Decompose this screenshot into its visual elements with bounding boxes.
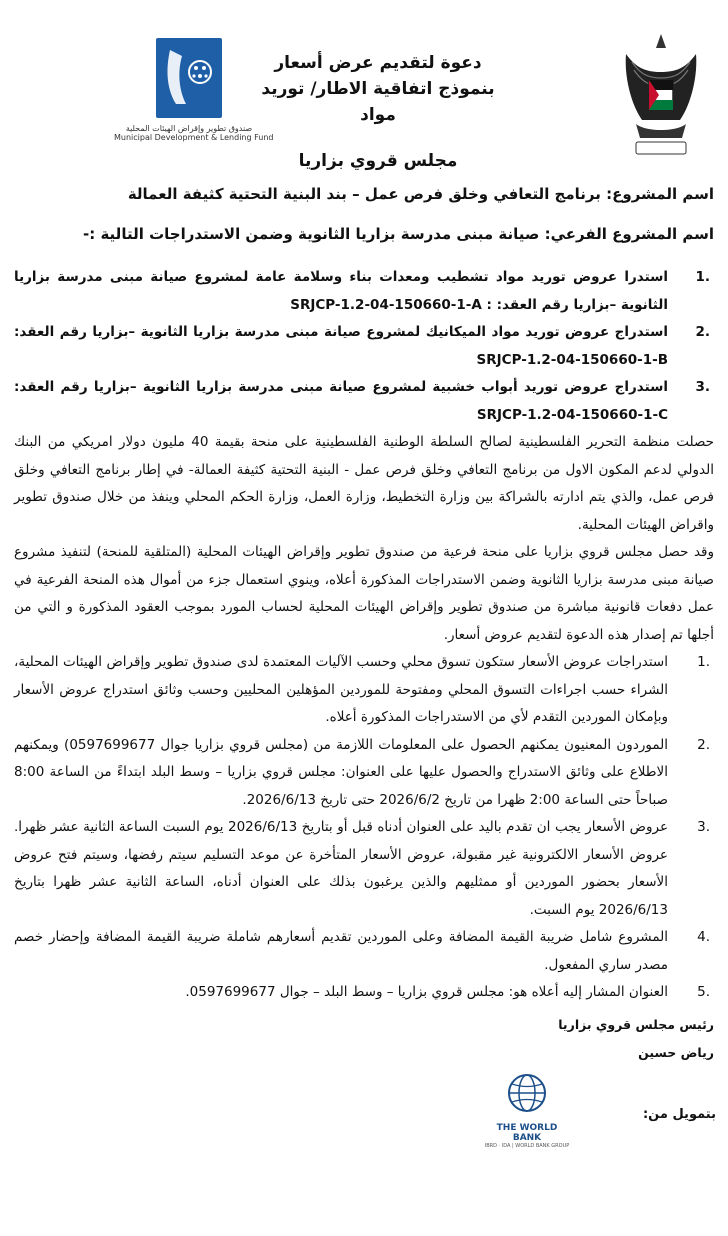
list-item <box>14 924 714 979</box>
list-number: .5 <box>697 984 710 1000</box>
rfq-text: استدرا عروض توريد مواد تشطيب ومعدات بناء وسلامة عامة لمشروع صيانة مبنى مدرسة بزاريا الثانوية –بزاريا رقم العقد: : <box>14 269 668 313</box>
condition-text: استدراجات عروض الأسعار ستكون تسوق محلي وحسب الآليات المعتمدة لدى صندوق تطوير وإقراض الهيئات المحلية، الشراء حسب اجراءات التسوق المحلي ومفتوحة للموردين المؤهلين المحليين وحسب وثائق استدراج عروض الأسعار وبإمكان الموردين التقدم لأي من الاستدراجات المذكورة أعلاه. <box>14 654 668 725</box>
list-number: .2 <box>697 736 710 753</box>
funding-section <box>8 1067 720 1177</box>
contract-number: SRJCP-1.2-04-150660-1-C <box>476 406 668 423</box>
subproject-value: صيانة مبنى مدرسة بزاريا الثانوية وضمن الاستدراجات التالية :- <box>83 225 540 243</box>
subproject-line <box>14 214 714 254</box>
palestine-emblem-icon <box>606 28 716 168</box>
contract-number: SRJCP-1.2-04-150660-1-A <box>290 296 482 313</box>
council-name: مجلس قروي بزاريا <box>298 151 458 171</box>
condition-text: عروض الأسعار يجب ان تقدم باليد على العنوان أدناه قبل أو بتاريخ 2026/6/13 يوم السبت الساعة الثانية عشر ظهرا. عروض الأسعار الالكترونية غير مقبولة، عروض الأسعار المتأخرة عن موعد التسليم سيتم رفضها، وسيتم فتح عروض الأسعار بحضور الموردين أو ممثليهم والذين يرغبون بذلك على العنوان أدناه، الساعة الثانية عشر ظهرا بتاريخ 2026/6/13 يوم السبت. <box>14 819 668 918</box>
list-item <box>14 732 714 815</box>
announcement-body <box>8 174 720 1067</box>
condition-text: العنوان المشار إليه أعلاه هو: مجلس قروي بزاريا – وسط البلد – جوال 0597699677. <box>185 984 668 1000</box>
list-item <box>14 264 714 319</box>
mdlf-logo-mark <box>156 38 222 118</box>
subgrant-paragraph: وقد حصل مجلس قروي بزاريا على منحة فرعية من صندوق تطوير وإقراض الهيئات المحلية (المتلقية للمنحة) لتنفيذ مشروع صيانة مبنى مدرسة بزاريا الثانوية وضمن الاستدراجات المذكورة أعلاه، وينوي استعمال جزء من أموال هذه المنحة الفرعية في عمل دفعات قانونية مباشرة من صندوق تطوير وإقراض الهيئات المحلية لحساب المورد بموجب العقود المذكورة و التي من أجلها تم إصدار هذه الدعوة لتقديم عروض أسعار. <box>14 544 714 643</box>
mdlf-english-name: Municipal Development & Lending Fund <box>114 133 274 142</box>
list-item <box>14 374 714 429</box>
rfq-text: استدراج عروض توريد مواد الميكانيك لمشروع صيانة مبنى مدرسة بزاريا الثانوية –بزاريا رقم العقد: <box>14 324 668 340</box>
page-title: دعوة لتقديم عرض أسعار <box>274 53 482 73</box>
announcement-page <box>8 6 720 1220</box>
list-item <box>14 814 714 924</box>
title-block <box>258 50 498 174</box>
signatory-name: رياض حسين <box>638 1044 714 1060</box>
world-bank-name: THE WORLD BANK <box>496 1122 558 1143</box>
contract-number: SRJCP-1.2-04-150660-1-B <box>476 351 668 368</box>
funding-label: بتمويل من: <box>642 1106 716 1122</box>
list-number: .1 <box>695 269 710 285</box>
mdlf-logo <box>114 38 274 160</box>
list-item <box>14 979 714 1007</box>
list-item <box>14 319 714 374</box>
conditions-list <box>14 649 714 1007</box>
project-line <box>14 174 714 214</box>
list-number: .3 <box>697 819 710 835</box>
signatory-title: رئيس مجلس قروي بزاريا <box>558 1016 714 1032</box>
subproject-label: اسم المشروع الفرعي: <box>544 225 714 243</box>
world-bank-subtitle: IBRD · IDA | WORLD BANK GROUP <box>484 1142 570 1149</box>
signature-block <box>14 1011 714 1067</box>
header <box>8 6 720 174</box>
condition-text: الموردون المعنيون يمكنهم الحصول على المعلومات اللازمة من (مجلس قروي بزاريا جوال 0597699677) ويمكنهم الاطلاع على وثائق الاستدراج والحصول عليها على العنوان: مجلس قروي بزاريا – وسط البلد ابتداءً من الساعة 8:00 صباحاً حتى الساعة 2:00 ظهرا من تاريخ 2026/6/2 حتى تاريخ 2026/6/13. <box>14 736 668 808</box>
list-number: .3 <box>695 379 710 395</box>
mdlf-arabic-name: صندوق تطوير وإقراض الهيئات المحلية <box>125 124 253 133</box>
funding-paragraph: حصلت منظمة التحرير الفلسطينية لصالح السلطة الوطنية الفلسطينية على منحة بقيمة 40 مليون دولار امريكي من البنك الدولي لدعم المكون الاول من برنامج التعافي وخلق فرص عمل - البنية التحتية كثيفة العمالة- في إطار برنامج التعافي وخلق فرص عمل، والذي يتم ادارته بالشراكة بين وزارة التخطيط، وزارة العمل، وزارة الحكم المحلي وينفذ من خلال صندوق تطوير واقراض الهيئات المحلية. <box>14 434 714 533</box>
rfq-text: استدراج عروض توريد أبواب خشبية لمشروع صيانة مبنى مدرسة بزاريا الثانوية –بزاريا رقم العقد: <box>14 379 668 395</box>
project-label: اسم المشروع: <box>606 185 714 203</box>
list-number: .4 <box>697 929 710 945</box>
world-bank-logo <box>482 1071 572 1149</box>
list-number: .1 <box>697 654 710 670</box>
list-number: .2 <box>695 324 710 340</box>
rfq-list <box>14 264 714 429</box>
project-value: برنامج التعافي وخلق فرص عمل – بند البنية التحتية كثيفة العمالة <box>127 185 601 203</box>
list-item <box>14 649 714 732</box>
page-subtitle: بنموذج اتفاقية الاطار/ توريد مواد <box>261 79 495 125</box>
globe-icon <box>507 1071 547 1117</box>
condition-text: المشروع شامل ضريبة القيمة المضافة وعلى الموردين تقديم أسعارهم شاملة ضريبة القيمة المضافة وإحضار خصم مصدر ساري المفعول. <box>14 929 668 973</box>
